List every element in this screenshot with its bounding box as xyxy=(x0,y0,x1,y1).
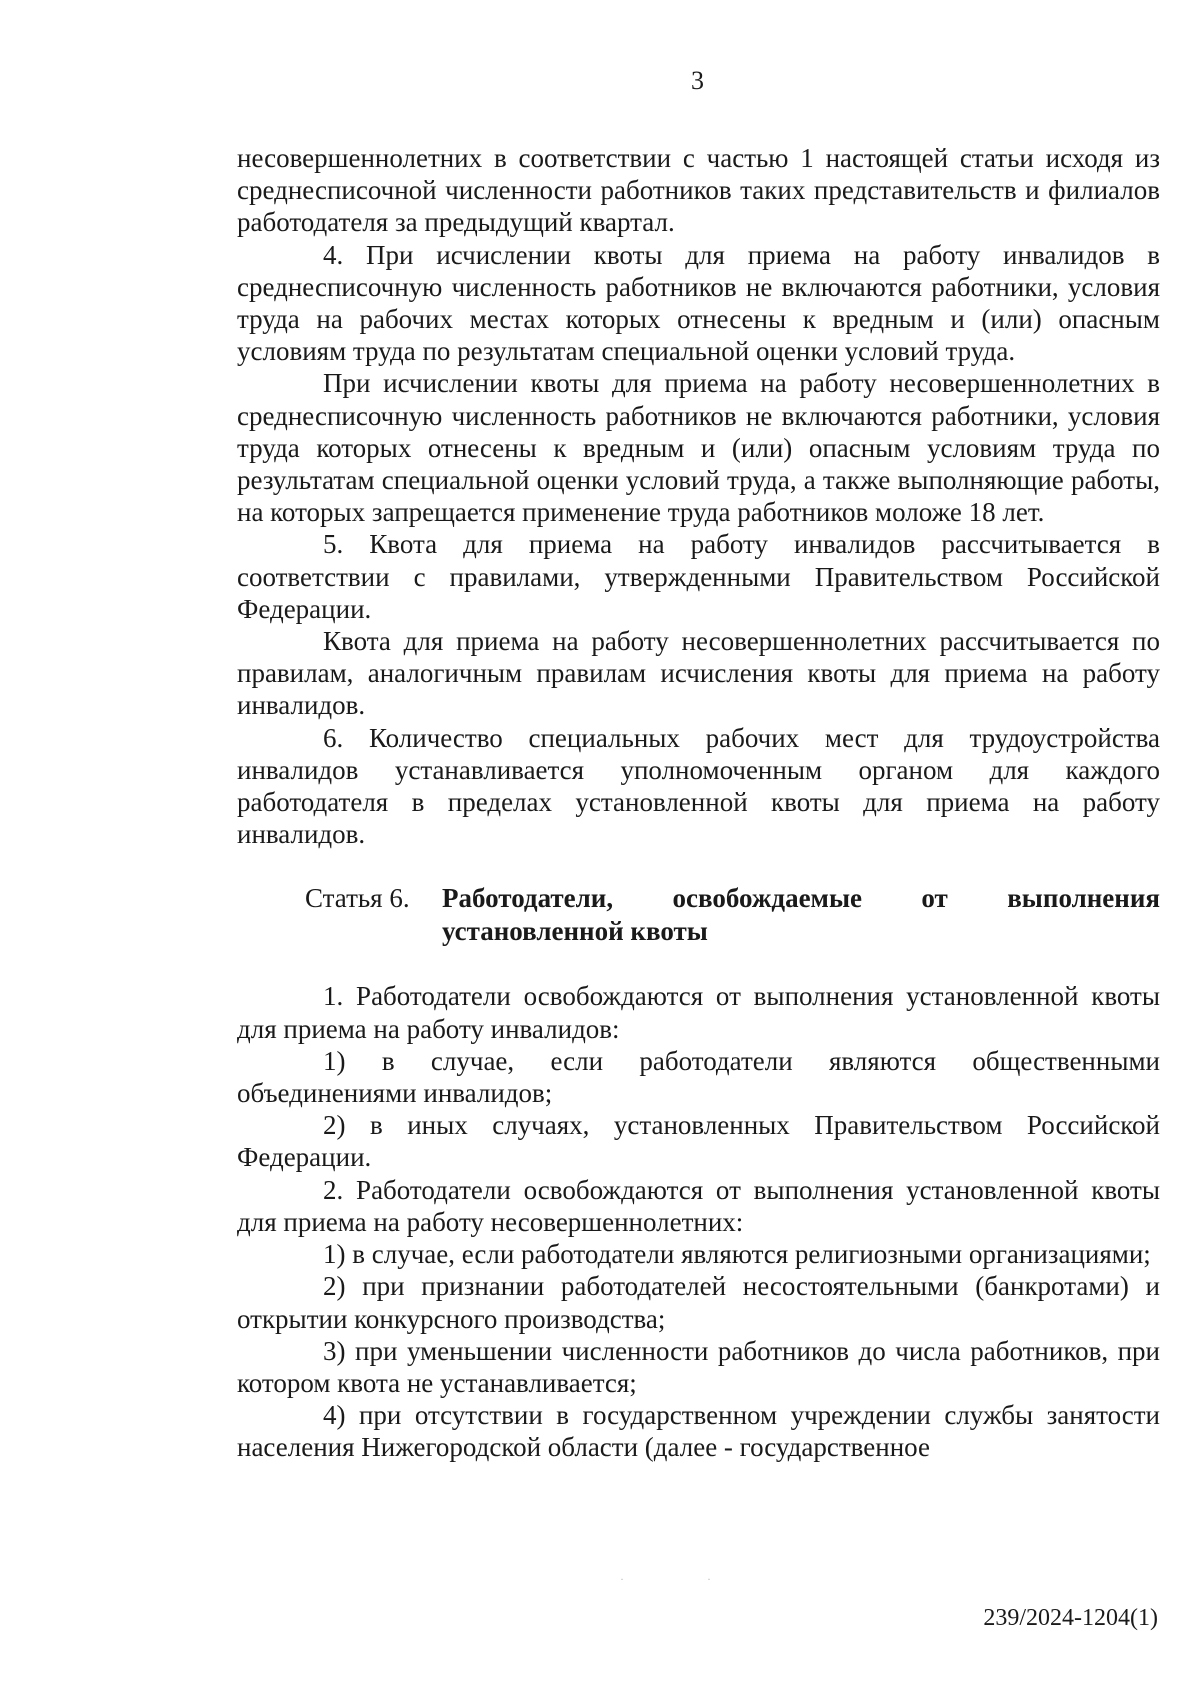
paragraph: 4. При исчислении квоты для приема на работу инвалидов в среднесписочную численность работников не включаются работники, условия труда на рабочих местах которых отнесены к вредным и (или) опасным условиям труда по результатам специальной оценки условий труда. xyxy=(237,239,1160,367)
paragraph: 1. Работодатели освобождаются от выполнения установленной квоты для приема на работу инвалидов: xyxy=(237,981,1160,1044)
paragraph: При исчислении квоты для приема на работу несовершеннолетних в среднесписочную численность работников не включаются работники, условия труда которых отнесены к вредным и (или) опасным условиям труда по результатам специальной оценки условий труда, а также выполняющие работы, на которых запрещается применение труда работников моложе 18 лет. xyxy=(237,368,1160,528)
paragraph: Квота для приема на работу несовершеннолетних рассчитывается по правилам, аналогичным правилам исчисления квоты для приема на работу инвалидов. xyxy=(237,626,1160,721)
article-heading xyxy=(237,882,1160,948)
paragraph: 4) при отсутствии в государственном учреждении службы занятости населения Нижегородской области (далее - государственное xyxy=(237,1400,1160,1463)
paragraph: 6. Количество специальных рабочих мест для трудоустройства инвалидов устанавливается уполномоченным органом для каждого работодателя в пределах установленной квоты для приема на работу инвалидов. xyxy=(237,722,1160,850)
document-code: 239/2024-1204(1) xyxy=(983,1605,1158,1631)
paragraph: 1) в случае, если работодатели являются общественными объединениями инвалидов; xyxy=(237,1045,1160,1109)
article-label: Статья 6. xyxy=(305,883,410,914)
paragraph: 2. Работодатели освобождаются от выполнения установленной квоты для приема на работу несовершеннолетних: xyxy=(237,1174,1160,1237)
paragraph: 2) в иных случаях, установленных Правительством Российской Федерации. xyxy=(237,1110,1160,1173)
paragraphs-after xyxy=(237,980,1160,1463)
article-title: Работодатели, освобождаемые от выполнения установленной квоты xyxy=(442,883,1160,947)
paragraph: 2) при признании работодателей несостоятельными (банкротами) и открытии конкурсного производства; xyxy=(237,1271,1160,1334)
page-number: 3 xyxy=(691,66,704,95)
paragraphs-before xyxy=(237,142,1160,850)
scan-artifact: · · xyxy=(620,1572,751,1586)
paragraph: 5. Квота для приема на работу инвалидов рассчитывается в соответствии с правилами, утвержденными Правительством Российской Федерации. xyxy=(237,529,1160,624)
document-body xyxy=(237,142,1160,1464)
paragraph: 3) при уменьшении численности работников до числа работников, при котором квота не устанавливается; xyxy=(237,1335,1160,1398)
paragraph: 1) в случае, если работодатели являются религиозными организациями; xyxy=(323,1239,1151,1270)
paragraph: несовершеннолетних в соответствии с частью 1 настоящей статьи исходя из среднесписочной численности работников таких представительств и филиалов работодателя за предыдущий квартал. xyxy=(237,143,1160,238)
